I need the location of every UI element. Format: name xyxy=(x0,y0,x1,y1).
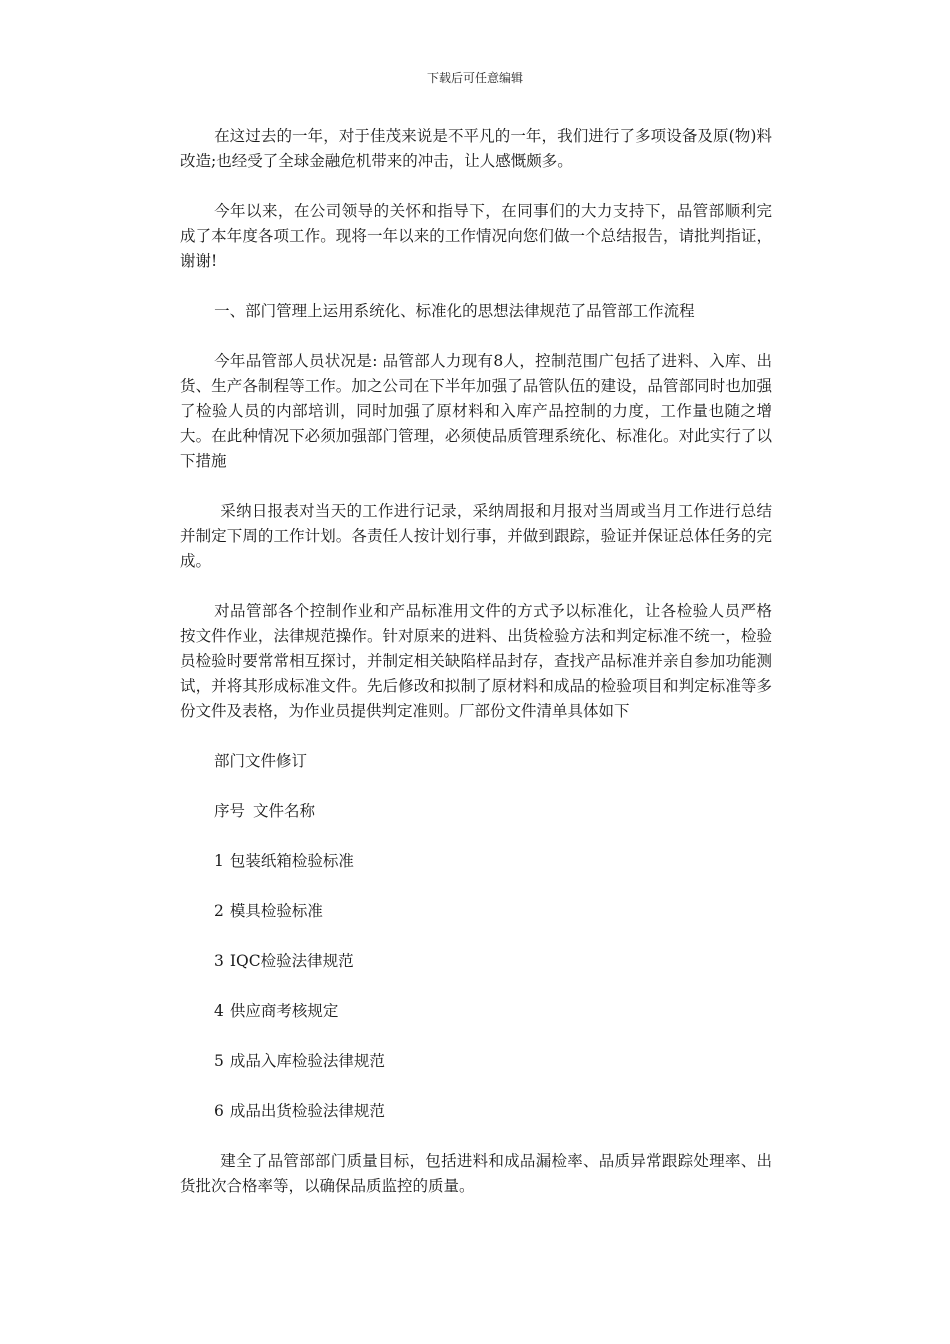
doc-list-header xyxy=(180,799,772,824)
document-body xyxy=(180,124,772,1224)
doc-list-item xyxy=(180,899,772,924)
doc-list-item-no: 4 xyxy=(214,1002,224,1020)
doc-list-item-no: 5 xyxy=(214,1052,224,1070)
doc-list-title-text: 部门文件修订 xyxy=(214,752,308,770)
doc-list-item xyxy=(180,949,772,974)
page-header: 下载后可任意编辑 xyxy=(426,71,523,85)
paragraph-reports: 采纳日报表对当天的工作进行记录，采纳周报和月报对当周或当月工作进行总结并制定下周的工作计划。各责任人按计划行事，并做到跟踪，验证并保证总体任务的完成。 xyxy=(180,502,772,570)
doc-list-item-name: 包装纸箱检验标准 xyxy=(229,852,354,870)
doc-list-item xyxy=(180,849,772,874)
paragraph-staffing: 今年品管部人员状况是: 品管部人力现有8人，控制范围广包括了进料、入库、出货、生产各制程等工作。加之公司在下半年加强了品管队伍的建设，品管部同时也加强了检验人员的内部培训，同时加强了原材料和入库产品控制的力度，工作量也随之增大。在此种情况下必须加强部门管理，必须使品质管理系统化、标准化。对此实行了以下措施 xyxy=(180,352,772,470)
section-heading-1: 一、部门管理上运用系统化、标准化的思想法律规范了品管部工作流程 xyxy=(214,302,695,320)
doc-list-item xyxy=(180,1099,772,1124)
paragraph-quality-targets: 建全了品管部部门质量目标，包括进料和成品漏检率、品质异常跟踪处理率、出货批次合格率等，以确保品质监控的质量。 xyxy=(180,1152,772,1195)
doc-list-item-name: 供应商考核规定 xyxy=(229,1002,339,1020)
doc-list-item-name: 模具检验标准 xyxy=(229,902,323,920)
doc-list-item xyxy=(180,1049,772,1074)
paragraph-summary: 今年以来，在公司领导的关怀和指导下，在同事们的大力支持下，品管部顺利完成了本年度各项工作。现将一年以来的工作情况向您们做一个总结报告，请批判指证，谢谢! xyxy=(180,202,772,270)
doc-list-title xyxy=(180,749,772,774)
doc-list-col-no: 序号 xyxy=(214,802,246,820)
doc-list-item xyxy=(180,999,772,1024)
doc-list-item-no: 3 xyxy=(214,952,224,970)
doc-list-item-name: IQC检验法律规范 xyxy=(229,952,354,970)
doc-list-item-no: 6 xyxy=(214,1102,224,1120)
doc-list-item-name: 成品出货检验法律规范 xyxy=(229,1102,385,1120)
doc-list-item-no: 1 xyxy=(214,852,224,870)
doc-list-item-no: 2 xyxy=(214,902,224,920)
paragraph-intro: 在这过去的一年，对于佳茂来说是不平凡的一年，我们进行了多项设备及原(物)料改造;也经受了全球金融危机带来的冲击，让人感慨颇多。 xyxy=(180,127,772,170)
doc-list-col-name: 文件名称 xyxy=(253,802,316,820)
doc-list-item-name: 成品入库检验法律规范 xyxy=(229,1052,385,1070)
paragraph-standardization: 对品管部各个控制作业和产品标准用文件的方式予以标准化，让各检验人员严格按文件作业，法律规范操作。针对原来的进料、出货检验方法和判定标准不统一，检验员检验时要常常相互探讨，并制定相关缺陷样品封存，查找产品标准并亲自参加功能测试，并将其形成标准文件。先后修改和拟制了原材料和成品的检验项目和判定标准等多份文件及表格，为作业员提供判定准则。厂部份文件清单具体如下 xyxy=(180,602,772,720)
